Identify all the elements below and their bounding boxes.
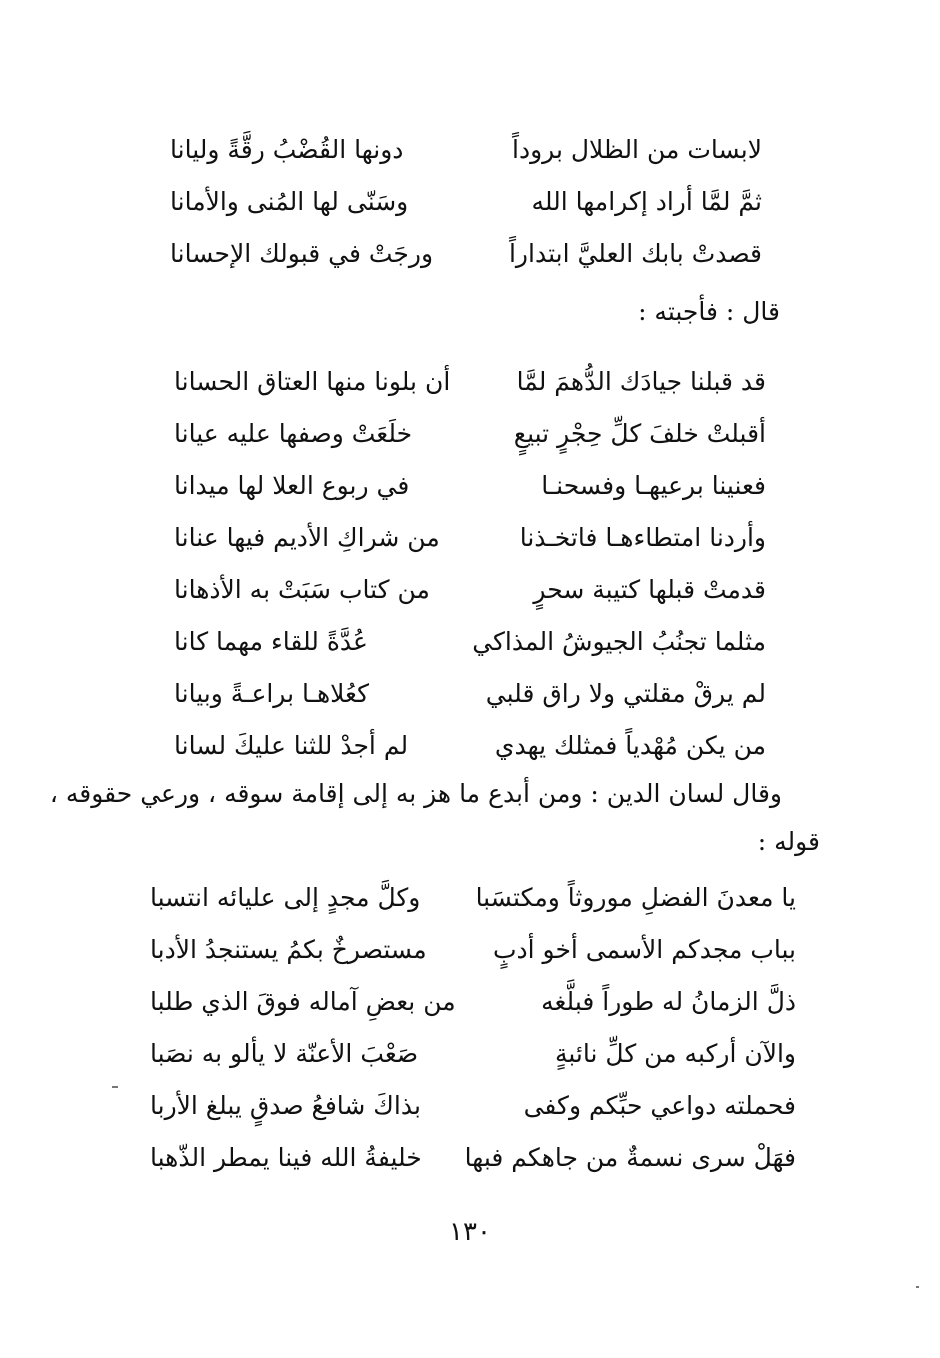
poem-block-2 [174,356,766,772]
verse-line [174,460,766,512]
verse-first-hemistich: ثمَّ لمَّا أراد إكرامها الله [531,187,762,216]
verse-second-hemistich: في ربوع العلا لها ميدانا [174,471,410,500]
verse-line [150,872,796,924]
verse-line [174,564,766,616]
verse-first-hemistich: ذلَّ الزمانُ له طوراً فبلَّغه [541,987,796,1016]
verse-line [174,720,766,772]
verse-second-hemistich: من شراكِ الأديم فيها عنانا [174,523,440,552]
verse-first-hemistich: لابسات من الظلال بروداً [512,135,762,164]
poem-block-1 [170,124,762,280]
verse-first-hemistich: أقبلتْ خلفَ كلِّ حِجْرٍ تبيعٍ [513,419,766,448]
verse-line [150,924,796,976]
prose-intro-reply: قال : فأجبته : [638,297,780,326]
verse-first-hemistich: قدمتْ قبلها كتيبة سحرٍ [533,575,766,604]
verse-second-hemistich: من بعضِ آماله فوقَ الذي طلبا [150,987,456,1016]
prose-intro-line: قوله : [757,827,820,856]
verse-line [170,176,762,228]
verse-first-hemistich: والآن أركبه من كلِّ نائبةٍ [554,1039,796,1068]
verse-line [150,1132,796,1184]
prose-intro-line: وقال لسان الدين : ومن أبدع ما هز به إلى إقامة سوقه ، ورعي حقوقه ، [49,779,782,808]
verse-first-hemistich: من يكن مُهْدياً فمثلك يهدي [494,731,766,760]
verse-first-hemistich: فعنينا برعيهـا وفسحنـا [541,471,766,500]
verse-second-hemistich: دونها القُضْبُ رقَّةً وليانا [170,135,404,164]
scan-speck [112,1086,118,1088]
verse-second-hemistich: لم أجدْ للثنا عليكَ لسانا [174,731,409,760]
verse-first-hemistich: مثلما تجنُبُ الجيوشُ المذاكي [472,627,766,656]
verse-second-hemistich: خليفةُ الله فينا يمطر الذّهبا [150,1143,422,1172]
verse-line [174,408,766,460]
verse-first-hemistich: لم يرقْ مقلتي ولا راق قلبي [485,679,766,708]
verse-line [174,356,766,408]
verse-first-hemistich: فحملته دواعي حبِّكم وكفى [523,1091,796,1120]
page-number: ١٣٠ [449,1217,491,1247]
verse-first-hemistich: وأردنا امتطاءهـا فاتخـذنا [519,523,766,552]
verse-second-hemistich: وسَنّى لها المُنى والأمانا [170,187,409,216]
verse-first-hemistich: قد قبلنا جيادَك الدُّهمَ لمَّا [516,367,766,396]
verse-first-hemistich: قصدتْ بابك العليَّ ابتداراً [508,239,762,268]
verse-line [170,124,762,176]
scan-speck [916,1286,919,1288]
verse-first-hemistich: يا معدنَ الفضلِ موروثاً ومكتسَبا [475,883,796,912]
verse-line [174,512,766,564]
verse-line [170,228,762,280]
verse-line [150,1028,796,1080]
verse-first-hemistich: بباب مجدكم الأسمى أخو أدبٍ [492,935,796,964]
verse-second-hemistich: ورجَتْ في قبولك الإحسانا [170,239,434,268]
verse-second-hemistich: بذاكَ شافعُ صدقٍ يبلغ الأربا [150,1091,421,1120]
verse-second-hemistich: عُدَّةً للقاء مهما كانا [174,627,368,656]
verse-line [174,668,766,720]
verse-second-hemistich: خلَعَتْ وصفها عليه عيانا [174,419,413,448]
verse-line [174,616,766,668]
verse-second-hemistich: وكلَّ مجدٍ إلى عليائه انتسبا [150,883,421,912]
verse-second-hemistich: صَعْبَ الأعنّة لا يألو به نصَبا [150,1039,419,1068]
verse-second-hemistich: أن بلونا منها العتاق الحسانا [174,367,451,396]
poem-block-3 [150,872,796,1184]
verse-second-hemistich: مستصرخٌ بكمُ يستنجدُ الأدبا [150,935,427,964]
verse-first-hemistich: فهَلْ سرى نسمةٌ من جاهكم فبها [464,1143,796,1172]
verse-second-hemistich: كعُلاهـا براعـةً وبيانا [174,679,370,708]
verse-second-hemistich: من كتاب سَبَتْ به الأذهانا [174,575,430,604]
verse-line [150,976,796,1028]
verse-line [150,1080,796,1132]
